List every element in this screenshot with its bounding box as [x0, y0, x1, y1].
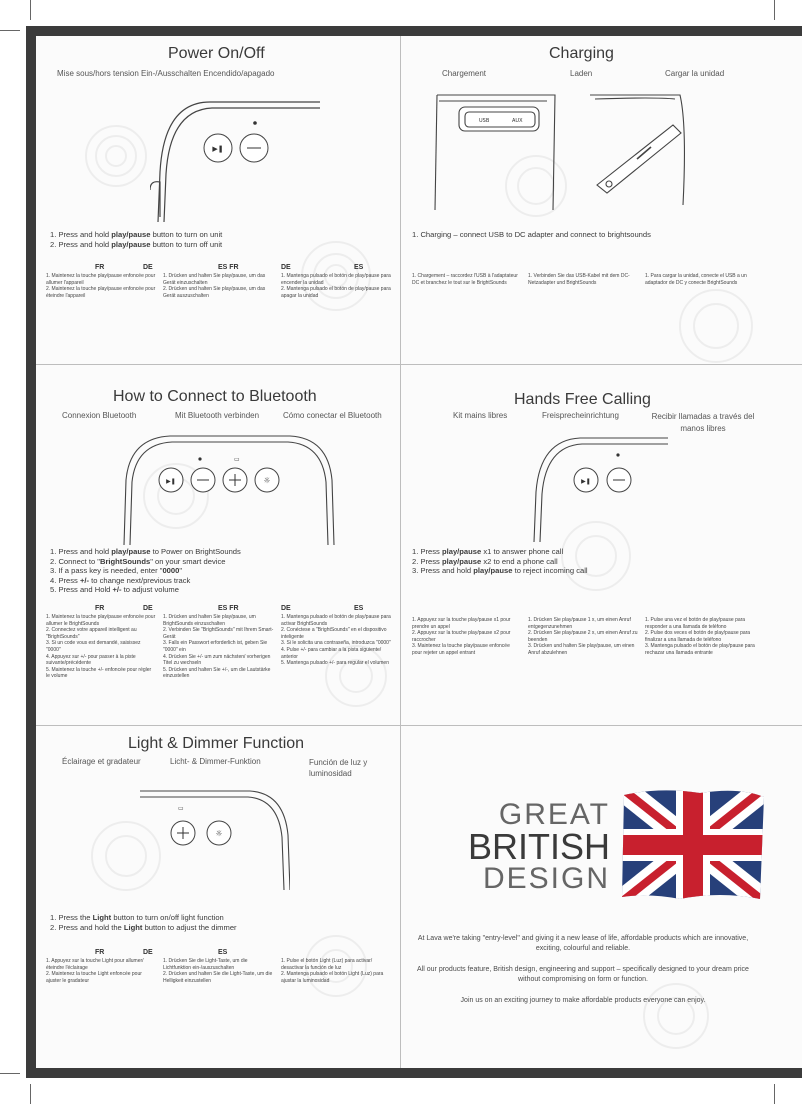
calling-de-list: 1. Drücken Sie play/pause 1 x, um einen Anruf entgegenzunehmen 2. Drücken Sie play/pause 2 x, um einen Anruf zu beenden 3. Drücken und halten Sie play/pause, um einen Anruf abzulehnen	[528, 617, 638, 656]
power-speaker-illustration	[150, 92, 320, 222]
plus-button[interactable]	[223, 468, 247, 492]
crop-mark	[0, 30, 20, 31]
light-steps	[50, 913, 237, 932]
calling-steps	[412, 547, 588, 576]
play-pause-button[interactable]	[159, 468, 183, 492]
light-indicator-icon: ▭	[234, 456, 240, 463]
bluetooth-de-list: 1. Drücken und halten Sie play/pause, um BrightSounds einzuschalten 2. Verbinden Sie "BrightSounds" mit Ihrem Smart-Gerät 3. Falls ein Passwort erforderlich ist, geben Sie "0000" ein 4. Drücken Sie +/- um zum nächsten/ vorherigen Titel zu wechseln 5. Drücken und halten Sie +/-, um die Lautstärke einzustellen	[163, 614, 274, 680]
charging-subtitle-es: Cargar la unidad	[665, 69, 725, 78]
light-title: Light & Dimmer Function	[128, 735, 305, 752]
brand-paragraph: All our products feature, British design, engineering and support – specifically designed to your dream price without compromising on form or function.	[417, 966, 749, 983]
bluetooth-subtitle-es: Cómo conectar el Bluetooth	[283, 411, 382, 420]
lang-header-es-fr: ES FR	[218, 605, 239, 612]
light-indicator-icon: ▭	[178, 805, 184, 812]
bluetooth-title: How to Connect to Bluetooth	[113, 388, 317, 405]
light-icon: ☼	[263, 476, 271, 485]
lang-header-es-fr: ES FR	[218, 264, 239, 271]
lang-header-fr: FR	[95, 264, 105, 271]
charging-es: 1. Para cargar la unidad, conecte el USB a un adaptador de DC y conecte BrightSounds	[645, 273, 747, 286]
charging-subtitle-fr: Chargement	[442, 69, 487, 78]
play-pause-icon: ▶❚	[581, 478, 591, 485]
light-button[interactable]	[255, 468, 279, 492]
calling-subtitle-es: Recibir llamadas a través del manos libres	[651, 412, 755, 433]
charging-subtitle-de: Laden	[570, 69, 593, 78]
lang-header-es: ES	[354, 605, 364, 612]
bluetooth-es-list: 1. Mantenga pulsado el botón de play/pause para activar BrightSounds 2. Conéctese a "BrightSounds" en el dispositivo inteligente 3. Si le solicita una contraseña, introduzca "0000" 4. Pulse +/- para cambiar a la pista siguiente/ anterior 5. Mantenga pulsado +/- para regular el volumen	[281, 614, 391, 667]
aux-port-icon: AUX	[512, 118, 523, 124]
charging-step: 1. Charging – connect USB to DC adapter and connect to brightsounds	[412, 230, 651, 239]
charging-title: Charging	[549, 45, 614, 62]
lang-header-es: ES	[218, 949, 228, 956]
lang-header-de: DE	[143, 605, 153, 612]
step-item: 5. Press and Hold +/- to adjust volume	[50, 585, 179, 595]
play-pause-button[interactable]	[204, 134, 232, 162]
light-fr-list: 1. Appuyez sur la touche Light pour allumer/ éteindre l'éclairage 2. Maintenez la touche Light enfoncée pour ajuster le gradateur	[46, 958, 144, 984]
usb-port-icon: USB	[479, 118, 490, 124]
column-divider	[400, 36, 401, 1068]
crop-mark	[774, 1084, 775, 1104]
step-item: 1. Press and hold play/pause to Power on BrightSounds	[50, 547, 241, 556]
brand-wordmark	[440, 800, 610, 894]
lang-header-de: DE	[281, 264, 291, 271]
status-led-icon	[616, 453, 619, 456]
minus-button[interactable]	[607, 468, 631, 492]
brand-line-british: BRITISH	[467, 826, 610, 867]
calling-fr-list: 1. Appuyez sur la touche play/pause x1 pour prendre un appel 2. Appuyez sur la touche play/pause x2 pour raccrocher 3. Maintenez la touche play/pause enfoncée pour rejeter un appel entrant	[412, 617, 511, 656]
brand-paragraph: Join us on an exciting journey to make affordable products everyone can enjoy.	[460, 997, 706, 1004]
union-jack-flag	[620, 787, 766, 903]
calling-es-list: 1. Pulse una vez el botón de play/pause para responder a una llamada de teléfono 2. Pulse dos veces el botón de play/pause para finalizar a una llamada de teléfono 3. Mantenga pulsado el botón de play/pause para rechazar una llamada entrante	[645, 617, 755, 656]
bluetooth-steps	[50, 547, 241, 595]
play-pause-icon: ▶❚	[212, 145, 224, 153]
crop-mark	[774, 0, 775, 20]
step-item: 1. Press play/pause x1 to answer phone call	[412, 547, 564, 556]
step-item: 2. Press and hold play/pause button to turn off unit	[50, 239, 223, 249]
light-subtitle-fr: Éclairage et gradateur	[62, 757, 141, 766]
brand-paragraph: At Lava we're taking "entry-level" and giving it a new lease of life, affordable products which are innovative, exciting, colourful and reliable.	[417, 935, 749, 952]
light-es-list: 1. Pulse el botón Light (Luz) para activar/ desactivar la función de luz 2. Mantenga pulsado el botón Light (Luz) para ajustar la luminosidad	[281, 958, 384, 984]
row-divider	[36, 725, 802, 726]
power-title: Power On/Off	[168, 45, 265, 62]
power-de-list: 1. Drücken und halten Sie play/pause, um das Gerät einzuschalten 2. Drücken und halten Sie play/pause, um das Gerät auszuschalten	[163, 273, 266, 299]
play-pause-icon: ▶❚	[166, 478, 176, 485]
step-item: 2. Connect to "BrightSounds" on your smart device	[50, 556, 226, 566]
charging-illustration	[425, 85, 715, 215]
lang-header-fr: FR	[95, 949, 105, 956]
crop-mark	[0, 1073, 20, 1074]
charging-fr: 1. Chargement – raccordez l'USB à l'adaptateur DC et branchez le tout sur le BrightSounds	[412, 273, 518, 286]
step-item: 2. Press play/pause x2 to end a phone call	[412, 556, 558, 566]
lang-header-de: DE	[143, 264, 153, 271]
plus-button[interactable]	[171, 821, 195, 845]
bluetooth-subtitle-de: Mit Bluetooth verbinden	[175, 411, 260, 420]
step-item: 4. Press +/- to change next/previous track	[50, 575, 191, 585]
minus-button[interactable]	[191, 468, 215, 492]
power-subtitle: Mise sous/hors tension Ein-/Ausschalten Encendido/apagado	[57, 69, 275, 78]
light-button[interactable]	[207, 821, 231, 845]
lang-header-fr: FR	[95, 605, 105, 612]
power-fr-list: 1. Maintenez la touche play/pause enfoncée pour allumer l'appareil 2. Maintenez la touche play/pause enfoncée pour éteindre l'appareil	[46, 273, 156, 299]
light-icon: ☼	[215, 829, 223, 838]
power-steps	[50, 230, 222, 249]
step-item: 3. Press and hold play/pause to reject incoming call	[412, 566, 588, 576]
play-pause-button[interactable]	[574, 468, 598, 492]
step-item: 1. Press the Light button to turn on/off light function	[50, 913, 224, 922]
light-subtitle-es: Función de luz y luminosidad	[309, 758, 368, 778]
lang-header-es: ES	[354, 264, 364, 271]
charging-de: 1. Verbinden Sie das USB-Kabel mit dem DC-Netzadapter und BrightSounds	[528, 273, 630, 286]
calling-subtitle-de: Freisprecheinrichtung	[542, 411, 619, 420]
lang-header-de: DE	[281, 605, 291, 612]
row-divider	[36, 364, 802, 365]
bluetooth-subtitle-fr: Connexion Bluetooth	[62, 411, 137, 420]
brand-line-great: GREAT	[498, 798, 610, 831]
crop-mark	[30, 0, 31, 20]
step-item: 2. Press and hold the Light button to adjust the dimmer	[50, 922, 237, 932]
minus-button[interactable]	[240, 134, 268, 162]
light-de-list: 1. Drücken Sie die Light-Taste, um die Lichtfunktion ein-/auszuschalten 2. Drücken und halten Sie die Light-Taste, um die Helligkeit einzustellen	[163, 958, 273, 984]
status-led-icon	[198, 457, 201, 460]
step-item: 1. Press and hold play/pause button to turn on unit	[50, 230, 223, 239]
calling-speaker-illustration	[528, 432, 668, 542]
brand-line-design: DESIGN	[482, 862, 610, 895]
status-led-icon	[253, 121, 257, 125]
light-speaker-illustration	[140, 785, 290, 890]
lang-header-de: DE	[143, 949, 153, 956]
step-item: 3. If a pass key is needed, enter "0000"	[50, 566, 183, 576]
calling-subtitle-fr: Kit mains libres	[453, 411, 508, 420]
light-subtitle-de: Licht- & Dimmer-Funktion	[170, 757, 261, 766]
calling-title: Hands Free Calling	[514, 391, 651, 408]
power-es-list: 1. Mantenga pulsado el botón de play/pause para encender la unidad 2. Mantenga pulsado el botón de play/pause para apagar la unidad	[281, 273, 391, 299]
bluetooth-fr-list: 1. Maintenez la touche play/pause enfoncée pour allumer le BrightSounds 2. Connectez votre appareil intelligent au "BrightSounds" 3. Si un code vous est demandé, saisissez "0000" 4. Appuyez sur +/- pour passer à la piste suivante/précédente 5. Maintenez la touche +/- enfoncée pour régler le volume	[46, 614, 156, 680]
bluetooth-speaker-illustration	[120, 430, 340, 545]
crop-mark	[30, 1084, 31, 1104]
